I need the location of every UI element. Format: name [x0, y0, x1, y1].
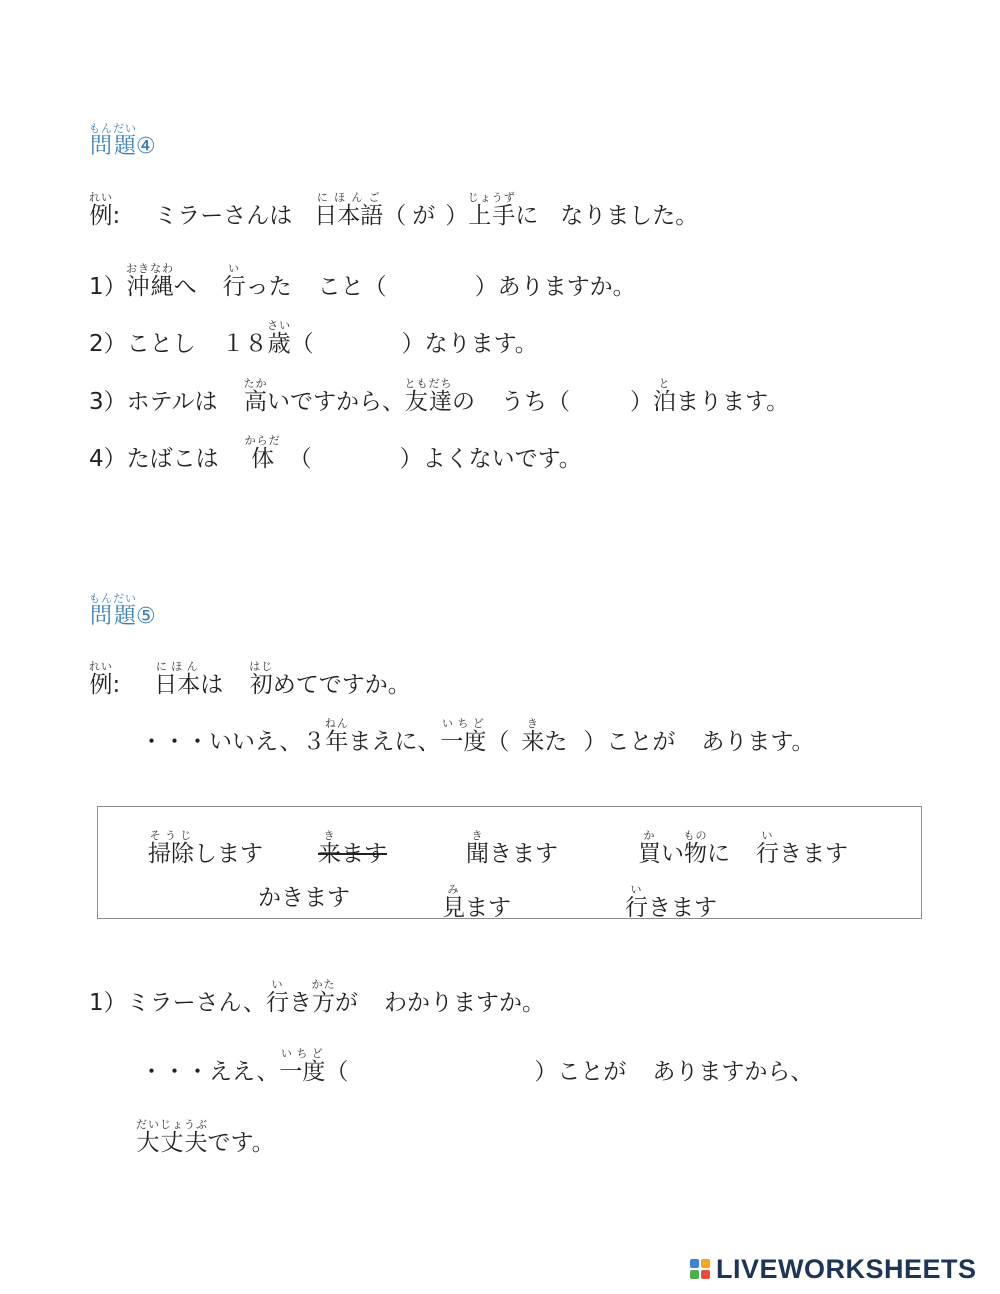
- title-number: ⑤: [136, 604, 156, 629]
- word-choice-box: [97, 806, 922, 919]
- choice-mimasu: 見みます: [442, 883, 511, 921]
- logo-mark-icon: [690, 1259, 710, 1279]
- question-4-4: 4）たばこは 体からだ（ ）よくないです。: [89, 434, 582, 472]
- choice-soji-shimasu: 掃除そうじします: [148, 829, 263, 867]
- question-5-1-answer-cont: 大丈夫だいじょうぶです。: [136, 1118, 275, 1156]
- logo-text: LIVEWORKSHEETS: [716, 1253, 977, 1284]
- question-4-3: 3）ホテルは 高たかいですから、友達ともだちの うち（ ）泊とまります。: [89, 377, 790, 415]
- title-kanji: 問題もんだい: [89, 122, 137, 159]
- question-5-1-answer: ・・・ええ、一度いちど（ ）ことが ありますから、: [140, 1047, 814, 1085]
- example-5: 例れい: 日本にほんは 初はじめてですか。: [89, 660, 411, 698]
- choice-kakimasu: かきます: [258, 885, 350, 911]
- section-4-title: [89, 122, 156, 161]
- example-5-answer: ・・・いいえ、３年ねんまえに、一度いちど（ 来きた ）ことが あります。: [140, 717, 815, 755]
- question-5-1: 1）ミラーさん、行いき方かたが わかりますか。: [89, 978, 546, 1016]
- title-number: ④: [136, 134, 156, 159]
- title-kanji: 問題もんだい: [89, 592, 137, 629]
- example-answer: が: [412, 203, 436, 229]
- choice-kaimono-ni-ikimasu: 買かい物ものに 行いきます: [638, 829, 848, 867]
- question-4-2: 2）ことし １８歳さい（ ）なります。: [89, 319, 538, 357]
- section-5-title: [89, 592, 156, 631]
- choice-kikimasu: 聞ききます: [466, 829, 558, 867]
- example-4: 例れい: ミラーさんは 日本語にほんご（ が ）上手じょうずに なりました。: [89, 191, 699, 229]
- example-answer: 来き: [521, 717, 545, 755]
- choice-kimasu-used: 来きます: [318, 829, 387, 867]
- liveworksheets-logo: [690, 1254, 977, 1284]
- question-4-1: 1）沖縄おきなわへ 行いった こと（ ）ありますか。: [89, 262, 636, 300]
- choice-ikimasu: 行いきます: [625, 883, 717, 921]
